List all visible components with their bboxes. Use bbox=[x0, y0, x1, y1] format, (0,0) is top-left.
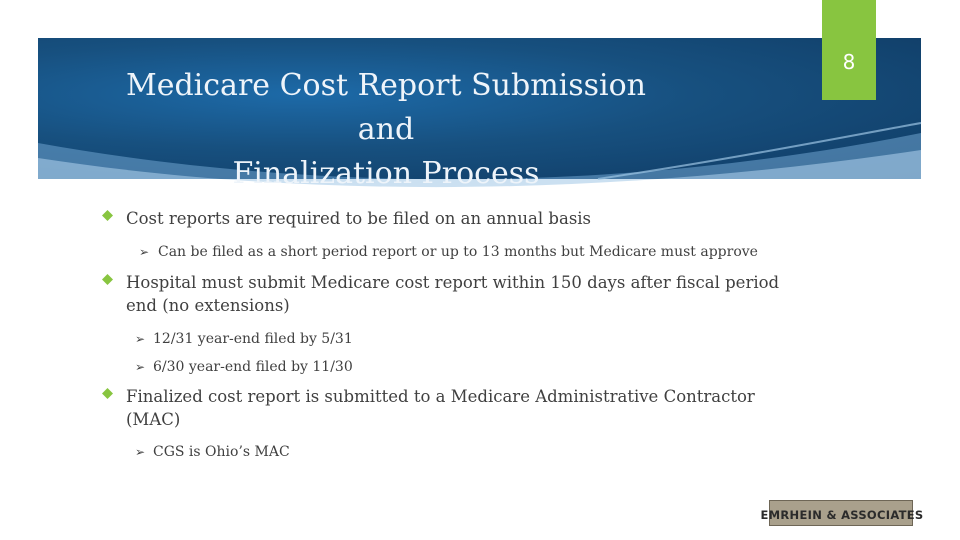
sub-bullet-item: CGS is Ohio’s MAC bbox=[153, 444, 290, 460]
arrow-bullet-icon: ➢ bbox=[135, 332, 146, 346]
page-number-tab bbox=[822, 0, 876, 100]
sub-bullet-item: Can be filed as a short period report or up to 13 months but Medicare must approve bbox=[158, 244, 758, 260]
diamond-bullet-icon bbox=[102, 388, 113, 399]
bullet-item: Cost reports are required to be filed on an annual basis bbox=[126, 209, 592, 228]
diamond-bullet-icon bbox=[102, 210, 113, 221]
diamond-bullet-icon bbox=[102, 274, 113, 285]
title-banner bbox=[38, 38, 921, 191]
arrow-bullet-icon: ➢ bbox=[135, 445, 146, 459]
arrow-bullet-icon: ➢ bbox=[135, 360, 146, 374]
svg-text:EMRHEIN & ASSOCIATES: EMRHEIN & ASSOCIATES bbox=[760, 508, 924, 522]
slide-title: Medicare Cost Report Submission and Finalization Process bbox=[125, 68, 647, 191]
company-logo bbox=[760, 500, 924, 526]
sub-bullet-item: 12/31 year-end filed by 5/31 bbox=[153, 331, 353, 347]
page-number: 8 bbox=[842, 50, 856, 74]
bullet-item: Finalized cost report is submitted to a Medicare Administrative Contractor (MAC) bbox=[126, 387, 755, 429]
logo-wordmark-image bbox=[760, 501, 924, 527]
sub-bullet-item: 6/30 year-end filed by 11/30 bbox=[153, 359, 353, 375]
bullet-item: Hospital must submit Medicare cost report within 150 days after fiscal period end (no extensions) bbox=[126, 273, 780, 315]
arrow-bullet-icon: ➢ bbox=[139, 245, 150, 259]
